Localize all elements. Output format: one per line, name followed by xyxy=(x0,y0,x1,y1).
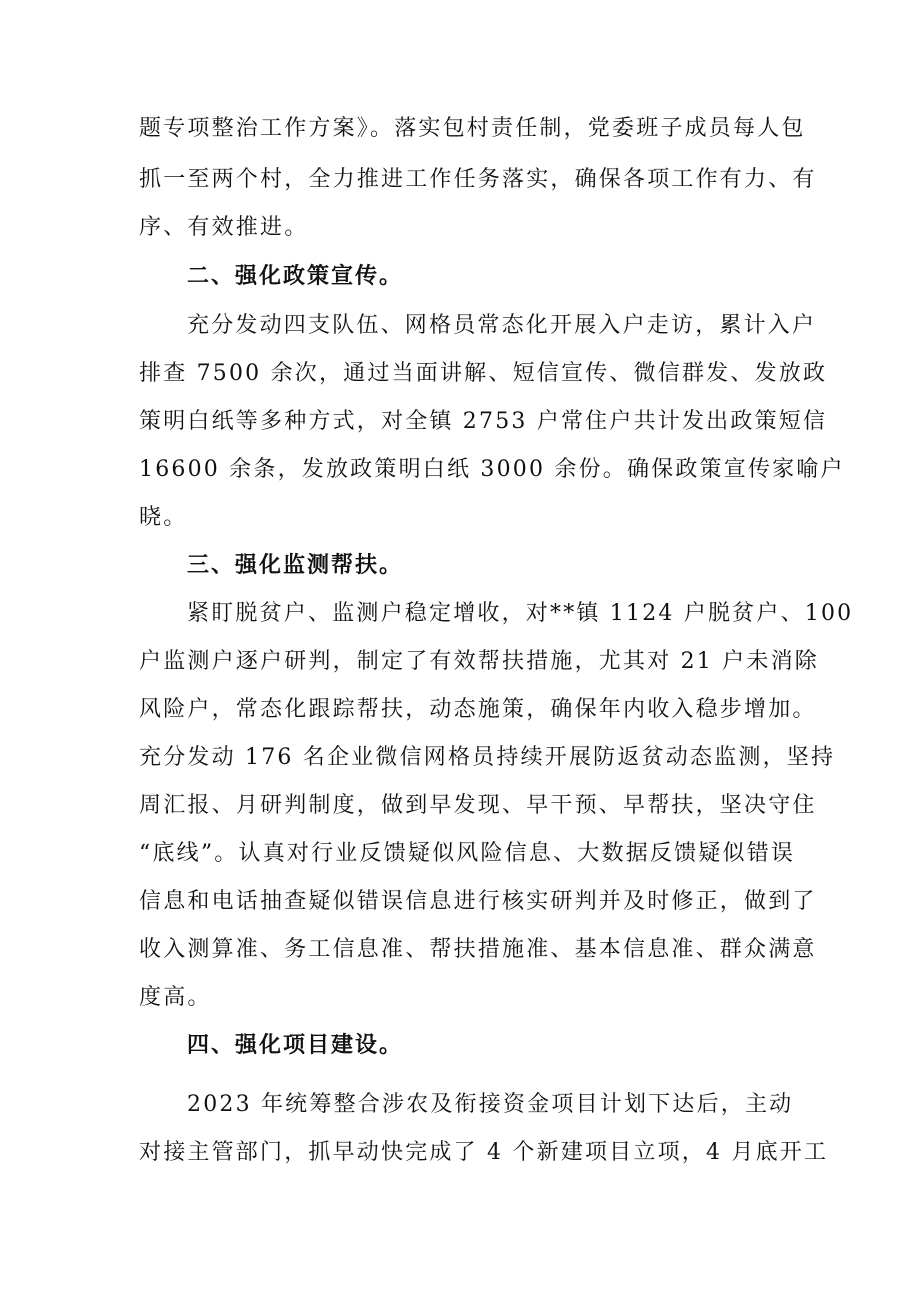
paragraph-line: 抓一至两个村，全力推进工作任务落实，确保各项工作有力、有 xyxy=(139,167,817,192)
section-heading: 二、强化政策宣传。 xyxy=(187,264,404,289)
paragraph-line: 周汇报、月研判制度，做到早发现、早干预、早帮扶，坚决守住 xyxy=(139,793,817,818)
paragraph-line: 16600 余条，发放政策明白纸 3000 余份。确保政策宣传家喻户 xyxy=(139,457,845,482)
paragraph-line: 收入测算准、务工信息准、帮扶措施准、基本信息准、群众满意 xyxy=(139,937,817,962)
paragraph-line: 题专项整治工作方案》。落实包村责任制，党委班子成员每人包 xyxy=(139,116,806,141)
paragraph-line: 对接主管部门，抓早动快完成了 4 个新建项目立项，4 月底开工 xyxy=(139,1140,829,1165)
section-heading: 三、强化监测帮扶。 xyxy=(187,553,404,578)
paragraph-line: 2023 年统筹整合涉农及衔接资金项目计划下达后，主动 xyxy=(187,1092,794,1117)
paragraph-line: “底线”。认真对行业反馈疑似风险信息、大数据反馈疑似错误 xyxy=(139,841,796,866)
paragraph-line: 充分发动四支队伍、网格员常态化开展入户走访，累计入户 xyxy=(187,313,817,338)
paragraph-line: 序、有效推进。 xyxy=(139,215,309,240)
paragraph-line: 策明白纸等多种方式，对全镇 2753 户常住户共计发出政策短信 xyxy=(139,409,828,434)
paragraph-line: 风险户，常态化跟踪帮扶，动态施策，确保年内收入稳步增加。 xyxy=(139,697,817,722)
section-heading: 四、强化项目建设。 xyxy=(187,1033,404,1058)
paragraph-line: 户监测户逐户研判，制定了有效帮扶措施，尤其对 21 户未消除 xyxy=(139,649,819,674)
paragraph-line: 排查 7500 余次，通过当面讲解、短信宣传、微信群发、发放政 xyxy=(139,361,828,386)
paragraph-line: 紧盯脱贫户、监测户稳定增收，对**镇 1124 户脱贫户、100 xyxy=(187,601,854,626)
paragraph-line: 充分发动 176 名企业微信网格员持续开展防返贫动态监测，坚持 xyxy=(139,745,836,770)
paragraph-line: 晓。 xyxy=(139,505,188,530)
paragraph-line: 度高。 xyxy=(139,985,212,1010)
paragraph-line: 信息和电话抽查疑似错误信息进行核实研判并及时修正，做到了 xyxy=(139,889,817,914)
